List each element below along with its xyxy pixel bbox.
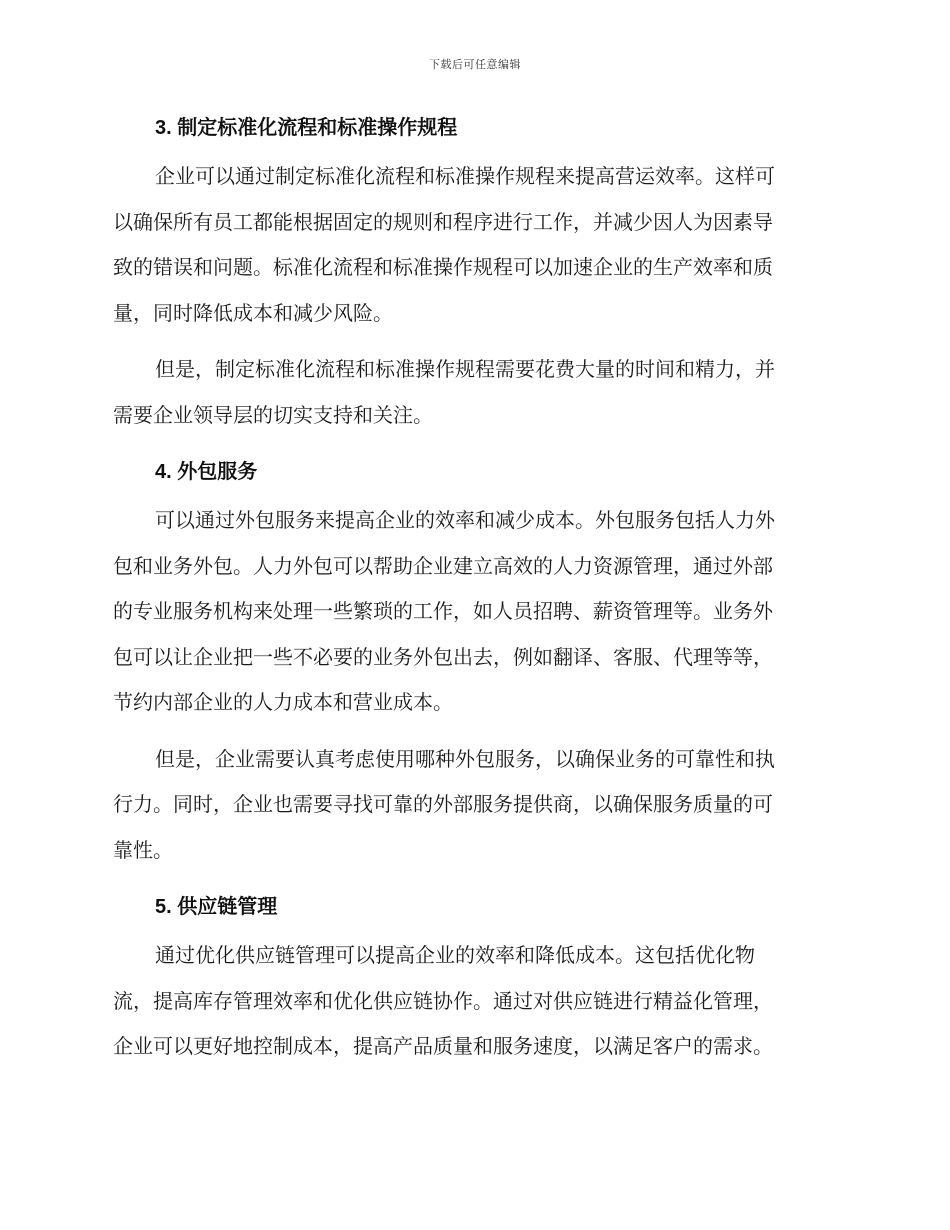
- text-line: 通过优化供应链管理可以提高企业的效率和降低成本。这包括优化物: [155, 943, 755, 967]
- text-line: 包和业务外包。人力外包可以帮助企业建立高效的人力资源管理，通过外部: [113, 553, 773, 578]
- section-3: [113, 106, 829, 438]
- section-title: 5. 供应链管理: [155, 896, 278, 918]
- document-body: [113, 106, 829, 1081]
- text-line: 企业可以更好地控制成本，提高产品质量和服务速度，以满足客户的需求。: [113, 1034, 773, 1058]
- text-line: 企业可以通过制定标准化流程和标准操作规程来提高营运效率。这样可: [155, 164, 775, 188]
- paragraph: [113, 737, 829, 874]
- section-title: 3. 制定标准化流程和标准操作规程: [155, 117, 458, 139]
- page-header-note: 下载后可任意编辑: [429, 58, 521, 71]
- text-line: 需要企业领导层的切实支持和关注。: [113, 402, 433, 427]
- paragraph: [113, 347, 829, 438]
- text-line: 可以通过外包服务来提高企业的效率和减少成本。外包服务包括人力外: [155, 508, 775, 532]
- paragraph: [113, 933, 829, 1070]
- text-line: 节约内部企业的人力成本和营业成本。: [113, 690, 453, 714]
- section-4: [113, 450, 829, 873]
- text-line: 但是，制定标准化流程和标准操作规程需要花费大量的时间和精力，并: [155, 357, 775, 381]
- text-line: 包可以让企业把一些不必要的业务外包出去，例如翻译、客服、代理等等，: [113, 644, 773, 669]
- paragraph: [113, 154, 829, 336]
- text-line: 但是，企业需要认真考虑使用哪种外包服务，以确保业务的可靠性和执: [155, 746, 775, 771]
- text-line: 以确保所有员工都能根据固定的规则和程序进行工作，并减少因人为因素导: [113, 209, 773, 234]
- text-line: 行力。同时，企业也需要寻找可靠的外部服务提供商，以确保服务质量的可: [113, 792, 773, 816]
- paragraph: [113, 498, 829, 726]
- text-line: 致的错误和问题。标准化流程和标准操作规程可以加速企业的生产效率和质: [113, 255, 773, 279]
- text-line: 靠性。: [113, 837, 173, 862]
- section-5: [113, 885, 829, 1070]
- text-line: 的专业服务机构来处理一些繁琐的工作，如人员招聘、薪资管理等。业务外: [113, 599, 773, 623]
- text-line: 量，同时降低成本和减少风险。: [113, 300, 393, 325]
- text-line: 流，提高库存管理效率和优化供应链协作。通过对供应链进行精益化管理，: [113, 988, 773, 1013]
- section-title: 4. 外包服务: [155, 461, 258, 483]
